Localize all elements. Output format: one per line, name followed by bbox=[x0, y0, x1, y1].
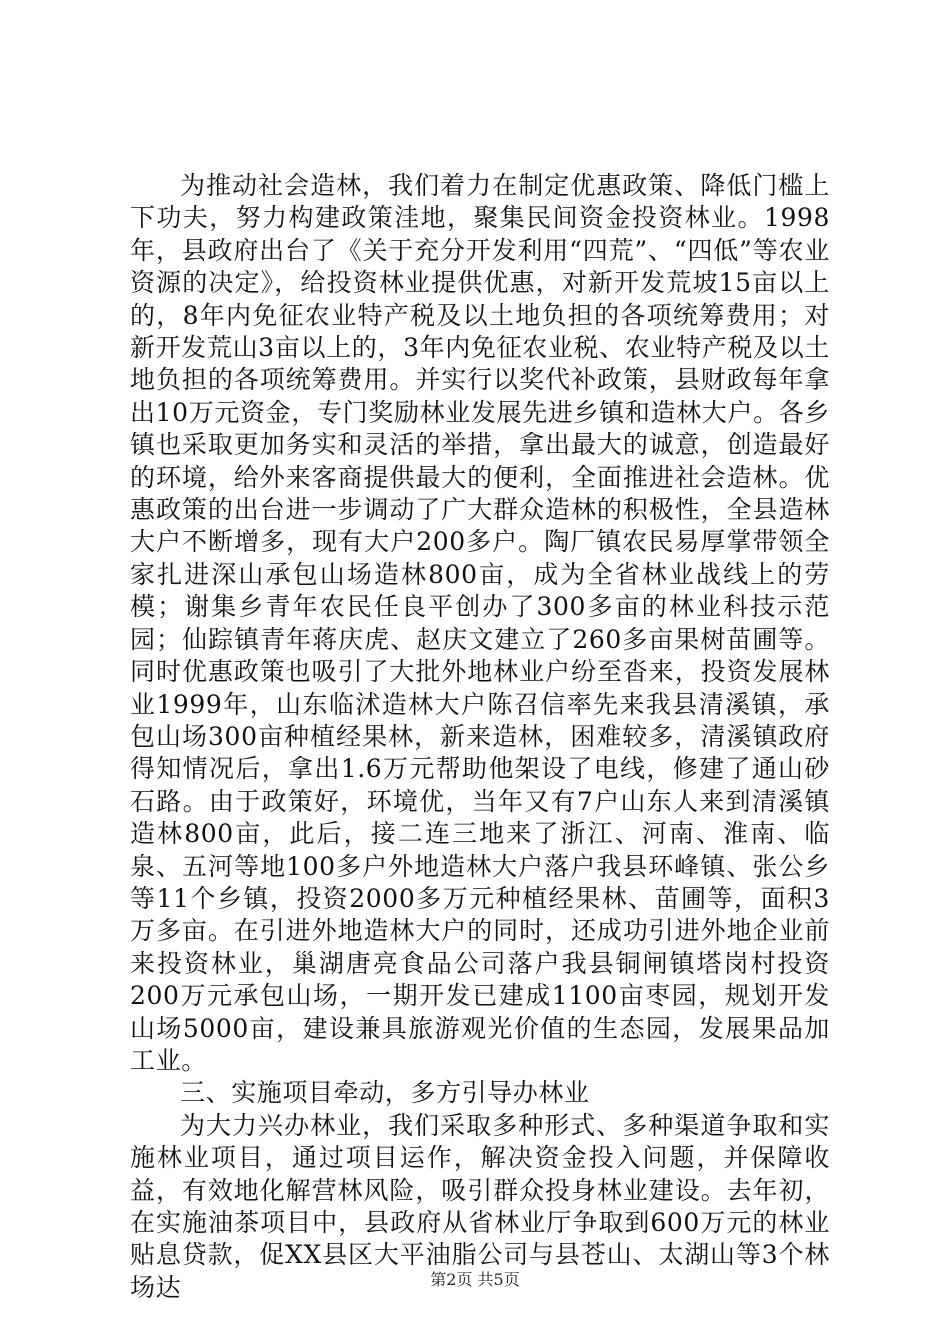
document-body bbox=[130, 170, 830, 1304]
paragraph-forestry-projects: 为大力兴办林业，我们采取多种形式、多种渠道争取和实施林业项目，通过项目运作，解决资金投入问题，并保障收益，有效地化解营林风险，吸引群众投身林业建设。去年初，在实施油茶项目中，县政府从省林业厅争取到600万元的林业贴息贷款，促XX县区大平油脂公司与县苍山、太湖山等3个林场达 bbox=[130, 1110, 830, 1302]
paragraph-social-forestation: 为推动社会造林，我们着力在制定优惠政策、降低门槛上下功夫，努力构建政策洼地，聚集民间资金投资林业。1998年，县政府出台了《关于充分开发利用“四荒”、“四低”等农业资源的决定》，给投资林业提供优惠，对新开发荒坡15亩以上的，8年内免征农业特产税及以土地负担的各项统筹费用；对新开发荒山3亩以上的，3年内免征农业税、农业特产税及以土地负担的各项统筹费用。并实行以奖代补政策，县财政每年拿出10万元资金，专门奖励林业发展先进乡镇和造林大户。各乡镇也采取更加务实和灵活的举措，拿出最大的诚意，创造最好的环境，给外来客商提供最大的便利，全面推进社会造林。优惠政策的出台进一步调动了广大群众造林的积极性，全县造林大户不断增多，现有大户200多户。陶厂镇农民易厚掌带领全家扎进深山承包山场造林800亩，成为全省林业战线上的劳模；谢集乡青年农民任良平创办了300多亩的林业科技示范园；仙踪镇青年蒋庆虎、赵庆文建立了260多亩果树苗圃等。同时优惠政策也吸引了大批外地林业户纷至沓来，投资发展林业1999年，山东临沭造林大户陈召信率先来我县清溪镇，承包山场300亩种植经果林，新来造林，困难较多，清溪镇政府得知情况后，拿出1.6万元帮助他架设了电线，修建了通山砂石路。由于政策好，环境优，当年又有7户山东人来到清溪镇造林800亩，此后，接二连三地来了浙江、河南、淮南、临泉、五河等地100多户外地造林大户落户我县环峰镇、张公乡等11个乡镇，投资2000多万元种植经果林、苗圃等，面积3万多亩。在引进外地造林大户的同时，还成功引进外地企业前来投资林业，巢湖唐亮食品公司落户我县铜闸镇塔岗村投资200万元承包山场，一期开发已建成1100亩枣园，规划开发山场5000亩，建设兼具旅游观光价值的生态园，发展果品加工业。 bbox=[130, 171, 830, 1075]
page-number-footer: 第2页 共5页 bbox=[430, 1270, 520, 1289]
section-heading-project-driven: 三、实施项目牵动，多方引导办林业 bbox=[180, 1078, 590, 1108]
